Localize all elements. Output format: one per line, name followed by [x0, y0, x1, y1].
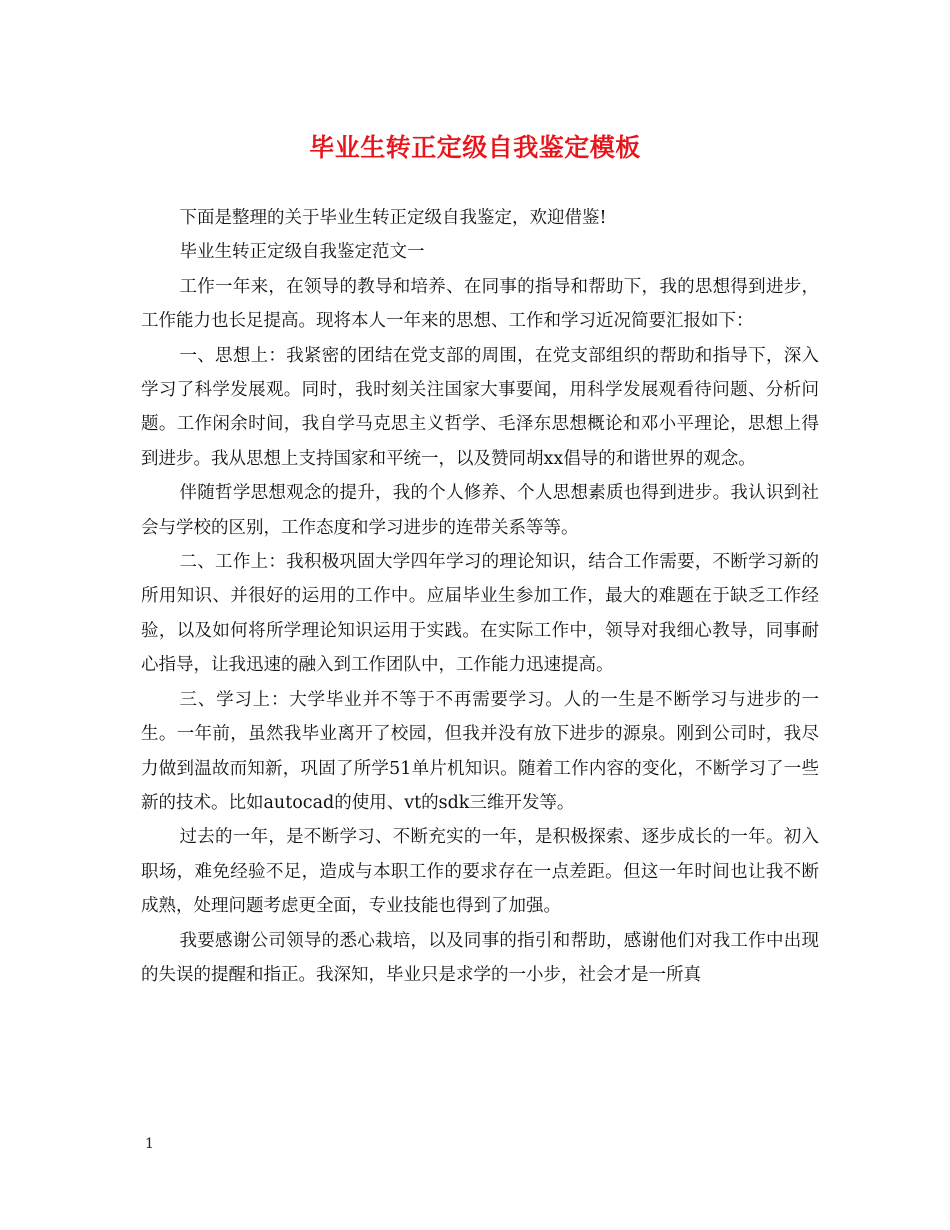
body-paragraph: 我要感谢公司领导的悉心栽培，以及同事的指引和帮助，感谢他们对我工作中出现的失误的提醒和指正。我深知，毕业只是求学的一小步，社会才是一所真: [141, 930, 819, 985]
body-paragraph: 三、学习上：大学毕业并不等于不再需要学习。人的一生是不断学习与进步的一生。一年前，虽然我毕业离开了校园，但我并没有放下进步的源泉。刚到公司时，我尽力做到温故而知新，巩固了所学51单片机知识。随着工作内容的变化，不断学习了一些新的技术。比如autocad的使用、vt的sdk三维开发等。: [141, 689, 819, 813]
body-paragraph: 工作一年来，在领导的教导和培养、在同事的指导和帮助下，我的思想得到进步，工作能力也长足提高。现将本人一年来的思想、工作和学习近况简要汇报如下：: [141, 276, 819, 332]
body-paragraph: 二、工作上：我积极巩固大学四年学习的理论知识，结合工作需要，不断学习新的所用知识、并很好的运用的工作中。应届毕业生参加工作，最大的难题在于缺乏工作经验，以及如何将所学理论知识运用于实践。在实际工作中，领导对我细心教导，同事耐心指导，让我迅速的融入到工作团队中，工作能力迅速提高。: [141, 552, 819, 676]
page-number: 1: [145, 1136, 154, 1152]
section-heading: 毕业生转正定级自我鉴定范文一: [179, 242, 425, 263]
body-paragraph: 一、思想上：我紧密的团结在党支部的周围，在党支部组织的帮助和指导下，深入学习了科学发展观。同时，我时刻关注国家大事要闻，用科学发展观看待问题、分析问题。工作闲余时间，我自学马克思主义哲学、毛泽东思想概论和邓小平理论，思想上得到进步。我从思想上支持国家和平统一，以及赞同胡xx倡导的和谐世界的观念。: [141, 345, 819, 469]
intro-paragraph: 下面是整理的关于毕业生转正定级自我鉴定，欢迎借鉴!: [179, 208, 607, 228]
document-body: [141, 201, 819, 992]
document-title: 毕业生转正定级自我鉴定模板: [309, 133, 641, 162]
body-paragraph: 伴随哲学思想观念的提升，我的个人修养、个人思想素质也得到进步。我认识到社会与学校的区别，工作态度和学习进步的连带关系等等。: [141, 483, 819, 538]
body-paragraph: 过去的一年，是不断学习、不断充实的一年，是积极探索、逐步成长的一年。初入职场，难免经验不足，造成与本职工作的要求存在一点差距。但这一年时间也让我不断成熟，处理问题考虑更全面，专业技能也得到了加强。: [141, 827, 819, 917]
